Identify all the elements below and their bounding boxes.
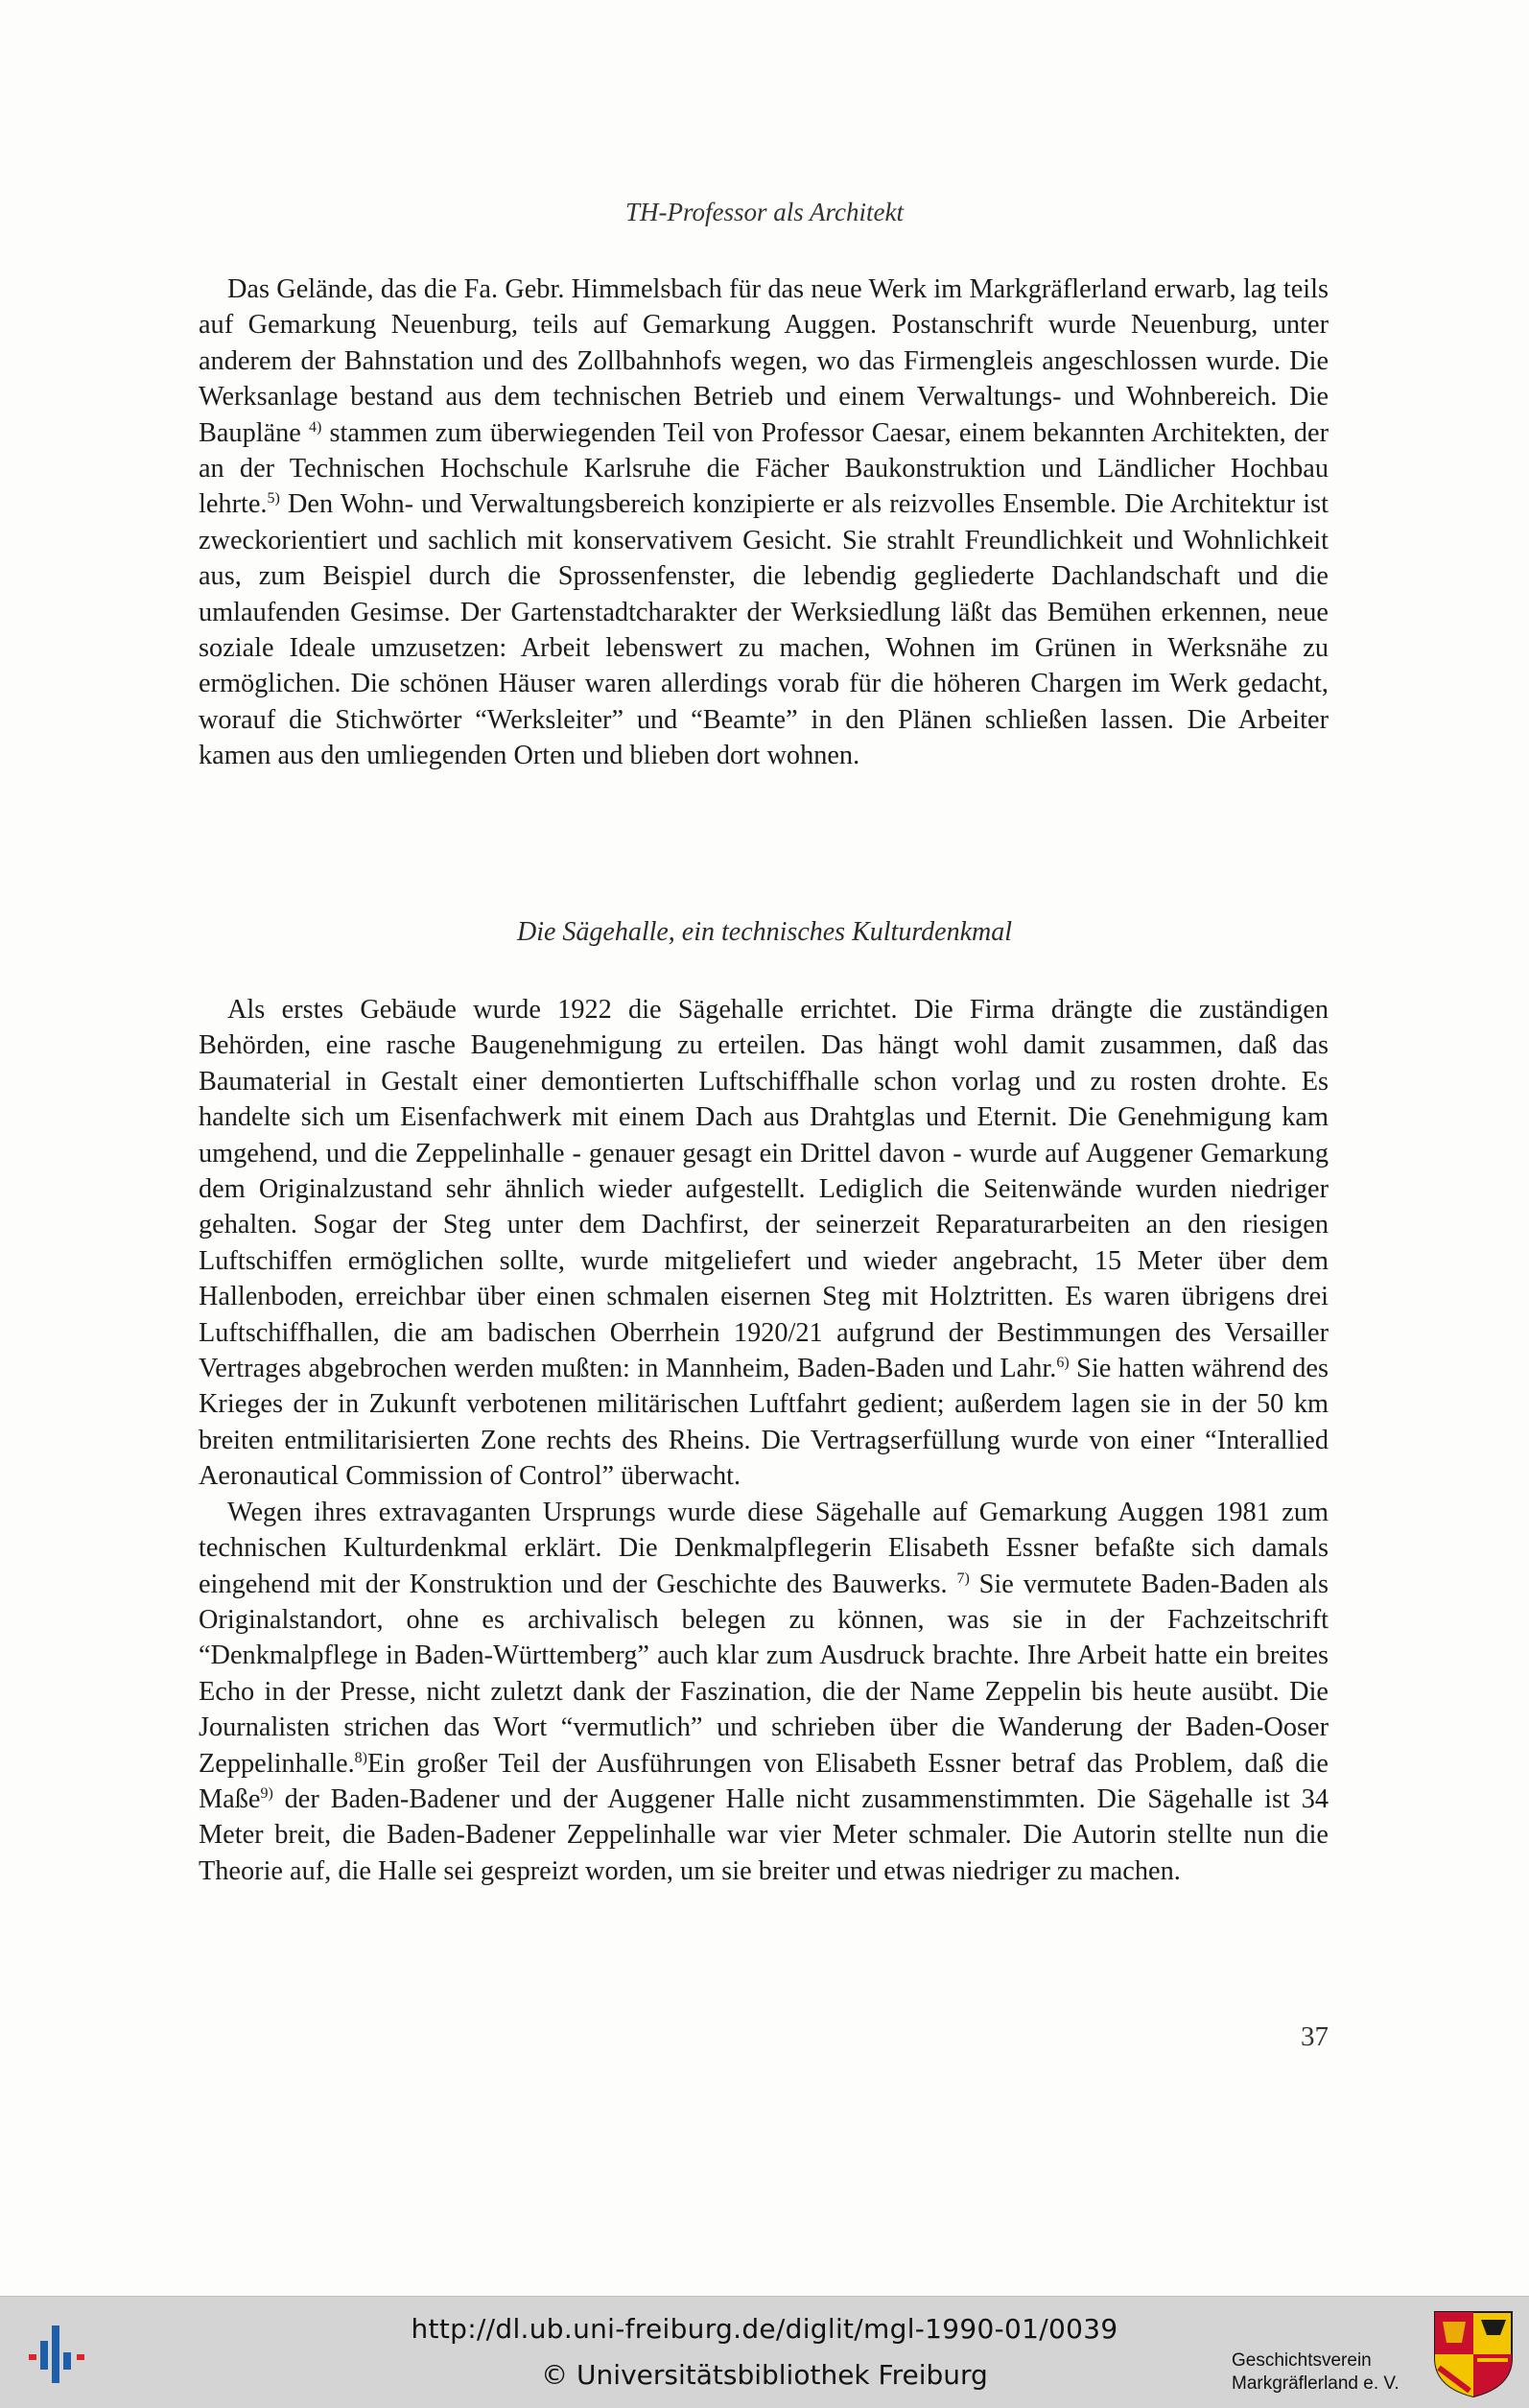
page-number: 37 <box>1301 2021 1329 2052</box>
society-name-line-2: Markgräflerland e. V. <box>1232 2373 1400 2394</box>
footnote-ref: 8) <box>354 1749 367 1766</box>
paragraph <box>199 992 1329 1495</box>
paragraph-text: Den Wohn- und Verwaltungsbereich konzipierte er als reizvolles Ensemble. Die Architektur ist zweckorientiert und sachlich mit konservativem Gesicht. Sie strahlt Freundlichkeit und Wohnlichkeit aus, zum Beispiel durch die Sprossenfenster, die lebendig gegliederte Dachlandschaft und die umlaufenden Gesimse. Der Gartenstadtcharakter der Werksiedlung läßt das Bemühen erkennen, neue soziale Ideale umzusetzen: Arbeit lebenswert zu machen, Wohnen im Grünen in Werksnähe zu ermöglichen. Die schönen Häuser waren allerdings vorab für die höheren Chargen im Werk gedacht, worauf die Stichwörter “Werksleiter” und “Beamte” in den Plänen schließen lassen. Die Arbeiter kamen aus den umliegenden Orten und blieben dort wohnen. <box>199 489 1329 771</box>
paragraph-text: der Baden-Badener und der Auggener Halle nicht zusammenstimmten. Die Sägehalle ist 34 Meter breit, die Baden-Badener Zeppelinhalle war vier Meter schmaler. Die Autorin stellte nun die Theorie auf, die Halle sei gespreizt worden, um sie breiter und etwas niedriger zu machen. <box>199 1783 1329 1886</box>
footer-bar <box>0 2296 1529 2408</box>
section-1-body <box>199 271 1329 774</box>
footnote-ref: 9) <box>260 1784 273 1802</box>
paragraph-text: Wegen ihres extravaganten Ursprungs wurde diese Sägehalle auf Gemarkung Auggen 1981 zum technischen Kulturdenkmal erklärt. Die Denkmalpflegerin Elisabeth Essner befaßte sich damals eingehend mit der Konstruktion und der Geschichte des Bauwerks. <box>199 1497 1329 1599</box>
footnote-ref: 6) <box>1056 1355 1070 1372</box>
copyright-text: © Universitätsbibliothek Freiburg <box>541 2359 988 2391</box>
society-name-line-1: Geschichtsverein <box>1232 2350 1372 2371</box>
paragraph-text: Sie vermutete Baden-Baden als Originalstandort, ohne es archivalisch belegen zu können, was sie in der Fachzeitschrift “Denkmalpflege in Baden-Württemberg” auch klar zum Ausdruck brachte. Ihre Arbeit hatte ein breites Echo in der Presse, nicht zuletzt dank der Faszination, die der Name Zeppelin bis heute ausübt. Die Journalisten strichen das Wort “vermutlich” und schrieben über die Wanderung der Baden-Ooser Zeppelinhalle. <box>199 1569 1329 1779</box>
permalink-url[interactable]: http://dl.ub.uni-freiburg.de/diglit/mgl-1990-01/0039 <box>411 2313 1118 2345</box>
paragraph-text: Das Gelände, das die Fa. Gebr. Himmelsbach für das neue Werk im Markgräflerland erwarb, lag teils auf Gemarkung Neuenburg, teils auf Gemarkung Auggen. Postanschrift wurde Neuenburg, unter anderem der Bahnstation und des Zollbahnhofs wegen, wo das Firmengleis angeschlossen wurde. Die Werksanlage bestand aus dem technischen Betrieb und einem Verwaltungs- und Wohnbereich. Die Baupläne <box>199 274 1329 448</box>
footnote-ref: 7) <box>956 1570 970 1587</box>
paragraph-text: Sie hatten während des Krieges der in Zukunft verbotenen militärischen Luftfahrt gedient; außerdem lagen sie in der 50 km breiten entmilitarisierten Zone rechts des Rheins. Die Vertragserfüllung wurde von einer “Interallied Aeronautical Commission of Control” überwacht. <box>199 1354 1329 1492</box>
running-head: TH-Professor als Architekt <box>625 198 904 226</box>
paragraph-text: Als erstes Gebäude wurde 1922 die Sägehalle errichtet. Die Firma drängte die zuständigen Behörden, eine rasche Baugenehmigung zu erteilen. Das hängt wohl damit zusammen, daß das Baumaterial in Gestalt einer demontierten Luftschiffhalle schon vorlag und zu rosten drohte. Es handelte sich um Eisenfachwerk mit einem Dach aus Drahtglas und Eternit. Die Genehmigung kam umgehend, und die Zeppelinhalle - genauer gesagt ein Drittel davon - wurde auf Auggener Gemarkung dem Originalzustand sehr ähnlich wieder aufgestellt. Lediglich die Seitenwände wurden niedriger gehalten. Sogar der Steg unter dem Dachfirst, der seinerzeit Reparaturarbeiten an den riesigen Luftschiffen ermöglichen sollte, wurde mitgeliefert und wieder angebracht, 15 Meter über dem Hallenboden, erreichbar über einen schmalen eisernen Steg mit Holztritten. Es waren übrigens drei Luftschiffhallen, die am badischen Oberrhein 1920/21 aufgrund der Bestimmungen des Versailler Vertrages abgebrochen werden mußten: in Mannheim, Baden-Baden und Lahr. <box>199 995 1329 1384</box>
footnote-ref: 4) <box>309 418 322 436</box>
paragraph <box>199 1495 1329 1889</box>
section-2-body <box>199 992 1329 1889</box>
section-2-title: Die Sägehalle, ein technisches Kulturdenkmal <box>516 917 1013 947</box>
paragraph <box>199 271 1329 774</box>
paragraph-text: Ein großer Teil der Ausführungen von Elisabeth Essner betraf das Problem, daß die Maße <box>199 1748 1329 1814</box>
paragraph-text: stammen zum überwiegenden Teil von Professor Caesar, einem bekannten Architekten, der an der Technischen Hochschule Karlsruhe die Fächer Baukonstruktion und Ländlicher Hochbau lehrte. <box>199 417 1329 520</box>
footnote-ref: 5) <box>267 490 280 508</box>
society-name <box>1232 2349 1423 2396</box>
society-crest-icon <box>1433 2310 1514 2398</box>
